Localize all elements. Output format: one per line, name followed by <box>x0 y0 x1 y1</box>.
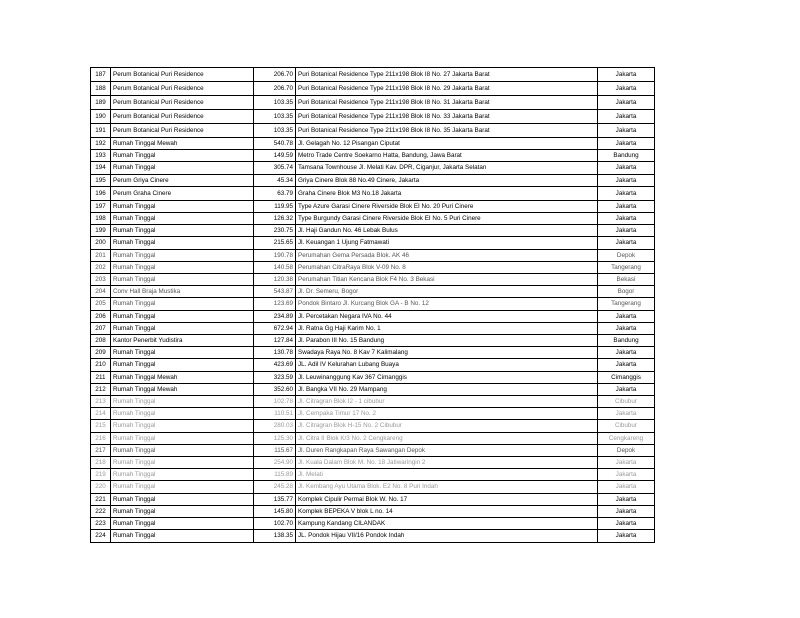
property-type-cell: Rumah Tinggal <box>111 200 254 212</box>
row-number-cell: 191 <box>91 124 111 138</box>
table-row <box>91 249 655 261</box>
row-number-cell: 201 <box>91 249 111 261</box>
address-cell: Jl. Haji Gandun No. 46 Lebak Bulus <box>296 225 598 237</box>
table-row <box>91 310 655 322</box>
address-cell: Tamsana Townhouse Jl. Melati Kav. DPR, Ciganjur, Jakarta Selatan <box>296 162 598 174</box>
address-cell: Puri Botanical Residence Type 211x198 Blok I8 No. 27 Jakarta Barat <box>296 68 598 82</box>
city-cell: Jakarta <box>598 481 655 493</box>
table-row <box>91 150 655 162</box>
city-cell: Jakarta <box>598 110 655 124</box>
address-cell: Perumahan CitraRaya Blok V-09 No. 8 <box>296 261 598 273</box>
area-value-cell: 190.78 <box>254 249 296 261</box>
area-value-cell: 215.65 <box>254 237 296 249</box>
address-cell: Jl. Leuwinanggung Kav 367 Cimanggis <box>296 371 598 383</box>
address-cell: Type Burgundy Garasi Cinere Riverside Blok EI No. 5 Puri Cinere <box>296 213 598 225</box>
city-cell: Cibubur <box>598 396 655 408</box>
address-cell: Swadaya Raya No. 8 Kav 7 Kalimalang <box>296 347 598 359</box>
city-cell: Bandung <box>598 335 655 347</box>
address-cell: Jl. Citra II Blok K/3 No. 2 Cengkareng <box>296 432 598 444</box>
table-row <box>91 505 655 517</box>
area-value-cell: 127.84 <box>254 335 296 347</box>
city-cell: Jakarta <box>598 82 655 96</box>
property-type-cell: Rumah Tinggal <box>111 457 254 469</box>
table-row <box>91 82 655 96</box>
row-number-cell: 199 <box>91 225 111 237</box>
row-number-cell: 224 <box>91 530 111 542</box>
city-cell: Jakarta <box>598 347 655 359</box>
row-number-cell: 203 <box>91 274 111 286</box>
table-row <box>91 469 655 481</box>
table-row <box>91 225 655 237</box>
area-value-cell: 234.89 <box>254 310 296 322</box>
address-cell: Jl. Kembang Ayu Utama Blok. E2 No. 8 Puri Indah <box>296 481 598 493</box>
property-type-cell: Rumah Tinggal <box>111 396 254 408</box>
row-number-cell: 212 <box>91 383 111 395</box>
property-type-cell: Kantor Penerbit Yudistira <box>111 335 254 347</box>
address-cell: Perumahan Titian Kencana Blok F4 No. 3 Bekasi <box>296 274 598 286</box>
area-value-cell: 102.70 <box>254 518 296 530</box>
address-cell: Graha Cinere Blok M3 No.18 Jakarta <box>296 186 598 200</box>
row-number-cell: 204 <box>91 286 111 298</box>
table-row <box>91 322 655 334</box>
area-value-cell: 63.79 <box>254 186 296 200</box>
table-row <box>91 286 655 298</box>
area-value-cell: 206.70 <box>254 68 296 82</box>
property-type-cell: Rumah Tinggal <box>111 481 254 493</box>
table-row <box>91 186 655 200</box>
city-cell: Jakarta <box>598 186 655 200</box>
city-cell: Jakarta <box>598 68 655 82</box>
address-cell: Jl. Melati <box>296 469 598 481</box>
area-value-cell: 352.60 <box>254 383 296 395</box>
row-number-cell: 221 <box>91 493 111 505</box>
property-type-cell: Rumah Tinggal <box>111 505 254 517</box>
address-cell: Puri Botanical Residence Type 211x198 Blok I8 No. 29 Jakarta Barat <box>296 82 598 96</box>
table-row <box>91 237 655 249</box>
city-cell: Bekasi <box>598 274 655 286</box>
table-row <box>91 213 655 225</box>
property-type-cell: Rumah Tinggal <box>111 310 254 322</box>
address-cell: Jl. Kuala Dalam Blok M. No. 18 Jatiwaringin 2 <box>296 457 598 469</box>
address-cell: Jl. Dr. Semeru, Bogor <box>296 286 598 298</box>
row-number-cell: 207 <box>91 322 111 334</box>
city-cell: Jakarta <box>598 174 655 186</box>
city-cell: Jakarta <box>598 162 655 174</box>
city-cell: Jakarta <box>598 96 655 110</box>
property-type-cell: Rumah Tinggal <box>111 469 254 481</box>
property-type-cell: Perum Griya Cinere <box>111 174 254 186</box>
row-number-cell: 213 <box>91 396 111 408</box>
row-number-cell: 190 <box>91 110 111 124</box>
table-row <box>91 68 655 82</box>
property-type-cell: Rumah Tinggal <box>111 444 254 456</box>
table-row <box>91 444 655 456</box>
row-number-cell: 220 <box>91 481 111 493</box>
property-type-cell: Rumah Tinggal <box>111 213 254 225</box>
row-number-cell: 200 <box>91 237 111 249</box>
address-cell: Jl. Parabon III No. 15 Bandung <box>296 335 598 347</box>
area-value-cell: 120.38 <box>254 274 296 286</box>
property-type-cell: Perum Botanical Puri Residence <box>111 110 254 124</box>
address-cell: Jl. Bangka VII No. 29 Mampang <box>296 383 598 395</box>
address-cell: Type Azure Garasi Cinere Riverside Blok EI No. 20 Puri Cinere <box>296 200 598 212</box>
city-cell: Jakarta <box>598 457 655 469</box>
row-number-cell: 198 <box>91 213 111 225</box>
table-row <box>91 347 655 359</box>
table-row <box>91 518 655 530</box>
area-value-cell: 45.34 <box>254 174 296 186</box>
table-row <box>91 420 655 432</box>
city-cell: Depok <box>598 444 655 456</box>
area-value-cell: 135.77 <box>254 493 296 505</box>
address-cell: Perumahan Gema Persada Blok. AK 46 <box>296 249 598 261</box>
city-cell: Jakarta <box>598 469 655 481</box>
area-value-cell: 123.69 <box>254 298 296 310</box>
address-cell: Jl. Cempaka Timur 17 No. 2 <box>296 408 598 420</box>
property-type-cell: Rumah Tinggal <box>111 420 254 432</box>
city-cell: Jakarta <box>598 124 655 138</box>
row-number-cell: 206 <box>91 310 111 322</box>
address-cell: Kampung Kandang CILANDAK <box>296 518 598 530</box>
property-type-cell: Conv Hall Braja Mustika <box>111 286 254 298</box>
city-cell: Jakarta <box>598 408 655 420</box>
property-table-body <box>91 68 655 543</box>
area-value-cell: 540.78 <box>254 138 296 150</box>
table-row <box>91 457 655 469</box>
table-row <box>91 493 655 505</box>
property-type-cell: Rumah Tinggal <box>111 249 254 261</box>
row-number-cell: 223 <box>91 518 111 530</box>
row-number-cell: 188 <box>91 82 111 96</box>
property-table <box>90 67 655 543</box>
address-cell: Griya Cinere Blok 88 No.49 Cinere, Jakarta <box>296 174 598 186</box>
city-cell: Tangerang <box>598 261 655 273</box>
row-number-cell: 218 <box>91 457 111 469</box>
table-row <box>91 110 655 124</box>
property-type-cell: Rumah Tinggal <box>111 530 254 542</box>
area-value-cell: 423.69 <box>254 359 296 371</box>
row-number-cell: 205 <box>91 298 111 310</box>
area-value-cell: 103.35 <box>254 110 296 124</box>
address-cell: JL. Adil IV Kelurahan Lubang Buaya <box>296 359 598 371</box>
address-cell: Puri Botanical Residence Type 211x198 Blok I8 No. 31 Jakarta Barat <box>296 96 598 110</box>
area-value-cell: 103.35 <box>254 96 296 110</box>
property-type-cell: Rumah Tinggal <box>111 225 254 237</box>
area-value-cell: 102.78 <box>254 396 296 408</box>
table-row <box>91 298 655 310</box>
city-cell: Jakarta <box>598 505 655 517</box>
table-row <box>91 432 655 444</box>
area-value-cell: 138.35 <box>254 530 296 542</box>
property-type-cell: Rumah Tinggal <box>111 347 254 359</box>
property-type-cell: Rumah Tinggal Mewah <box>111 383 254 395</box>
area-value-cell: 119.95 <box>254 200 296 212</box>
address-cell: Jl. Duren Rangkapan Raya Sawangan Depok <box>296 444 598 456</box>
address-cell: Jl. Citragran Blok I2 - 1 cibubur <box>296 396 598 408</box>
property-type-cell: Rumah Tinggal <box>111 518 254 530</box>
area-value-cell: 149.59 <box>254 150 296 162</box>
city-cell: Jakarta <box>598 225 655 237</box>
property-type-cell: Perum Botanical Puri Residence <box>111 68 254 82</box>
area-value-cell: 323.59 <box>254 371 296 383</box>
city-cell: Bandung <box>598 150 655 162</box>
property-type-cell: Rumah Tinggal <box>111 493 254 505</box>
property-type-cell: Perum Botanical Puri Residence <box>111 82 254 96</box>
property-type-cell: Rumah Tinggal <box>111 274 254 286</box>
area-value-cell: 145.80 <box>254 505 296 517</box>
row-number-cell: 209 <box>91 347 111 359</box>
table-row <box>91 408 655 420</box>
row-number-cell: 195 <box>91 174 111 186</box>
city-cell: Bogor <box>598 286 655 298</box>
city-cell: Jakarta <box>598 310 655 322</box>
area-value-cell: 305.74 <box>254 162 296 174</box>
table-row <box>91 162 655 174</box>
address-cell: Jl. Percetakan Negara IVA No. 44 <box>296 310 598 322</box>
property-type-cell: Rumah Tinggal <box>111 359 254 371</box>
city-cell: Jakarta <box>598 530 655 542</box>
property-type-cell: Rumah Tinggal <box>111 162 254 174</box>
table-row <box>91 530 655 542</box>
city-cell: Cimanggis <box>598 371 655 383</box>
address-cell: Metro Trade Centre Soekarno Hatta, Bandung, Jawa Barat <box>296 150 598 162</box>
city-cell: Depok <box>598 249 655 261</box>
table-row <box>91 261 655 273</box>
city-cell: Jakarta <box>598 493 655 505</box>
row-number-cell: 197 <box>91 200 111 212</box>
area-value-cell: 103.35 <box>254 124 296 138</box>
city-cell: Jakarta <box>598 213 655 225</box>
area-value-cell: 280.03 <box>254 420 296 432</box>
city-cell: Jakarta <box>598 138 655 150</box>
area-value-cell: 254.90 <box>254 457 296 469</box>
row-number-cell: 210 <box>91 359 111 371</box>
area-value-cell: 140.58 <box>254 261 296 273</box>
area-value-cell: 206.70 <box>254 82 296 96</box>
city-cell: Cibubur <box>598 420 655 432</box>
city-cell: Cengkareng <box>598 432 655 444</box>
table-row <box>91 371 655 383</box>
address-cell: Jl. Ratna Gg Haji Karim No. 1 <box>296 322 598 334</box>
city-cell: Tangerang <box>598 298 655 310</box>
row-number-cell: 215 <box>91 420 111 432</box>
address-cell: Komplek BEPEKA V blok L no. 14 <box>296 505 598 517</box>
address-cell: Jl. Citragran Blok H-15 No. 2 Cibubur <box>296 420 598 432</box>
city-cell: Jakarta <box>598 383 655 395</box>
table-row <box>91 174 655 186</box>
area-value-cell: 110.51 <box>254 408 296 420</box>
row-number-cell: 208 <box>91 335 111 347</box>
area-value-cell: 126.32 <box>254 213 296 225</box>
area-value-cell: 115.89 <box>254 469 296 481</box>
area-value-cell: 130.78 <box>254 347 296 359</box>
row-number-cell: 211 <box>91 371 111 383</box>
property-type-cell: Perum Botanical Puri Residence <box>111 124 254 138</box>
table-row <box>91 200 655 212</box>
table-row <box>91 481 655 493</box>
property-type-cell: Rumah Tinggal <box>111 150 254 162</box>
property-type-cell: Perum Graha Cinere <box>111 186 254 200</box>
area-value-cell: 245.28 <box>254 481 296 493</box>
address-cell: Komplek Cipulir Permai Blok W. No. 17 <box>296 493 598 505</box>
address-cell: Puri Botanical Residence Type 211x198 Blok I8 No. 33 Jakarta Barat <box>296 110 598 124</box>
property-type-cell: Rumah Tinggal <box>111 432 254 444</box>
city-cell: Jakarta <box>598 518 655 530</box>
table-row <box>91 96 655 110</box>
city-cell: Jakarta <box>598 200 655 212</box>
row-number-cell: 194 <box>91 162 111 174</box>
table-row <box>91 335 655 347</box>
property-type-cell: Rumah Tinggal Mewah <box>111 138 254 150</box>
area-value-cell: 543.87 <box>254 286 296 298</box>
row-number-cell: 192 <box>91 138 111 150</box>
area-value-cell: 672.94 <box>254 322 296 334</box>
property-type-cell: Rumah Tinggal <box>111 408 254 420</box>
row-number-cell: 219 <box>91 469 111 481</box>
property-type-cell: Rumah Tinggal <box>111 237 254 249</box>
property-type-cell: Perum Botanical Puri Residence <box>111 96 254 110</box>
property-type-cell: Rumah Tinggal <box>111 322 254 334</box>
table-row <box>91 124 655 138</box>
address-cell: Pondok Bintaro Jl. Kurcang Blok GA - B No. 12 <box>296 298 598 310</box>
table-row <box>91 274 655 286</box>
table-row <box>91 383 655 395</box>
row-number-cell: 193 <box>91 150 111 162</box>
area-value-cell: 125.30 <box>254 432 296 444</box>
row-number-cell: 217 <box>91 444 111 456</box>
area-value-cell: 230.75 <box>254 225 296 237</box>
table-row <box>91 396 655 408</box>
row-number-cell: 214 <box>91 408 111 420</box>
city-cell: Jakarta <box>598 359 655 371</box>
row-number-cell: 187 <box>91 68 111 82</box>
row-number-cell: 196 <box>91 186 111 200</box>
address-cell: Jl. Keuangan 1 Ujung Fatmawati <box>296 237 598 249</box>
row-number-cell: 189 <box>91 96 111 110</box>
row-number-cell: 222 <box>91 505 111 517</box>
row-number-cell: 202 <box>91 261 111 273</box>
row-number-cell: 216 <box>91 432 111 444</box>
property-type-cell: Rumah Tinggal Mewah <box>111 371 254 383</box>
property-type-cell: Rumah Tinggal <box>111 298 254 310</box>
address-cell: JL. Pondok Hijau VII/16 Pondok Indah <box>296 530 598 542</box>
city-cell: Jakarta <box>598 322 655 334</box>
city-cell: Jakarta <box>598 237 655 249</box>
property-type-cell: Rumah Tinggal <box>111 261 254 273</box>
table-row <box>91 138 655 150</box>
table-row <box>91 359 655 371</box>
address-cell: Jl. Gelagah No. 12 Pisangan Ciputat <box>296 138 598 150</box>
area-value-cell: 115.67 <box>254 444 296 456</box>
address-cell: Puri Botanical Residence Type 211x198 Blok I8 No. 35 Jakarta Barat <box>296 124 598 138</box>
